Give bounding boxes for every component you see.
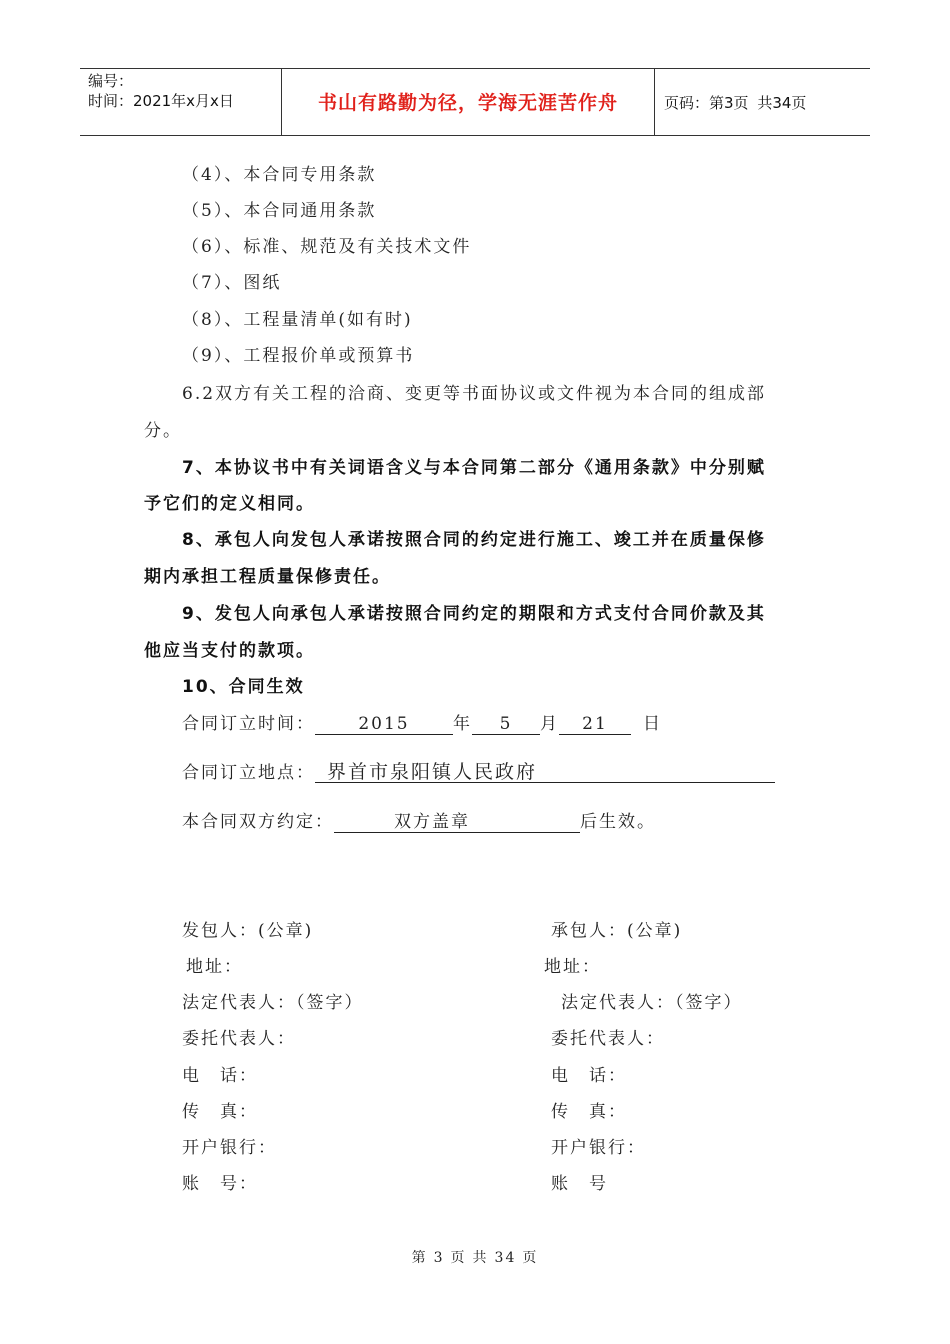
header-time-label: 时间：2021年x月x日 (88, 92, 234, 110)
contract-year-unit: 年 (453, 714, 472, 734)
clause-6-2-line2: 分。 (144, 421, 182, 441)
party-b-title: 承包人：(公章) (551, 921, 683, 941)
contract-place: 界首市泉阳镇人民政府 (315, 762, 775, 783)
header-bottom-rule (80, 135, 870, 136)
party-a-bank: 开户银行： (182, 1138, 277, 1158)
clause-6-2-line1: 6.2双方有关工程的洽商、变更等书面协议或文件视为本合同的组成部 (182, 384, 767, 404)
page-footer (0, 1247, 950, 1267)
list-item: （6）、标准、规范及有关技术文件 (182, 237, 472, 257)
party-a-agent: 委托代表人： (182, 1029, 296, 1049)
party-b-bank: 开户银行： (551, 1138, 646, 1158)
contract-month-unit: 月 (540, 714, 559, 734)
footer-total-number: 34 (494, 1250, 517, 1266)
party-a-phone: 电 话： (182, 1066, 258, 1086)
contract-agreement: 双方盖章 (334, 812, 580, 833)
clause-7-line1: 7、本协议书中有关词语含义与本合同第二部分《通用条款》中分别赋 (182, 458, 766, 478)
contract-agreement-row (182, 807, 656, 833)
party-a-legal-rep: 法定代表人：（签字） (182, 993, 364, 1013)
footer-page-number: 3 (433, 1250, 445, 1266)
clause-8-line1: 8、承包人向发包人承诺按照合同的约定进行施工、竣工并在质量保修 (182, 530, 766, 550)
footer-page-unit: 页 (450, 1250, 467, 1266)
contract-date-label: 合同订立时间： (182, 714, 315, 734)
header-number-label: 编号： (88, 72, 134, 90)
clause-7-line2: 予它们的定义相同。 (144, 494, 315, 514)
contract-month: 5 (472, 714, 540, 735)
party-b-phone: 电 话： (551, 1066, 627, 1086)
contract-agreement-suffix: 后生效。 (580, 812, 656, 832)
party-b-legal-rep: 法定代表人：（签字） (561, 993, 743, 1013)
contract-date-row (182, 709, 662, 735)
clause-9-line2: 他应当支付的款项。 (144, 641, 315, 661)
clause-9-line1: 9、发包人向承包人承诺按照合同约定的期限和方式支付合同价款及其 (182, 604, 766, 624)
clause-8-line2: 期内承担工程质量保修责任。 (144, 567, 391, 587)
header-total-label: 共34页 (757, 94, 807, 112)
header-page-info (664, 92, 810, 113)
header-meta (88, 71, 234, 111)
contract-day-unit: 日 (643, 714, 662, 734)
list-item: （7）、图纸 (182, 273, 282, 293)
header-motto: 书山有路勤为径，学海无涯苦作舟 (317, 92, 618, 114)
clause-10-title: 10、合同生效 (182, 677, 305, 697)
contract-place-label: 合同订立地点： (182, 763, 315, 783)
header-top-rule (80, 68, 870, 69)
party-b-fax: 传 真： (551, 1102, 627, 1122)
party-a-fax: 传 真： (182, 1102, 258, 1122)
contract-year: 2015 (315, 714, 453, 735)
party-b-agent: 委托代表人： (551, 1029, 665, 1049)
party-b-address: 地址： (544, 957, 601, 977)
list-item: （9）、工程报价单或预算书 (182, 346, 415, 366)
list-item: （4）、本合同专用条款 (182, 165, 377, 185)
contract-agreement-label: 本合同双方约定： (182, 812, 334, 832)
party-a-account: 账 号： (182, 1174, 258, 1194)
party-b-account: 账 号 (551, 1174, 608, 1194)
footer-total-unit: 页 (522, 1250, 539, 1266)
header-page-label: 页码：第3页 (664, 94, 749, 112)
list-item: （5）、本合同通用条款 (182, 201, 377, 221)
contract-day: 21 (559, 714, 631, 735)
contract-place-row (182, 758, 775, 783)
party-a-address: 地址： (186, 957, 243, 977)
list-item: （8）、工程量清单(如有时) (182, 310, 413, 330)
header-divider-right (654, 69, 655, 135)
party-a-title: 发包人：(公章) (182, 921, 314, 941)
footer-page-prefix: 第 (411, 1250, 428, 1266)
footer-total-prefix: 共 (472, 1250, 489, 1266)
